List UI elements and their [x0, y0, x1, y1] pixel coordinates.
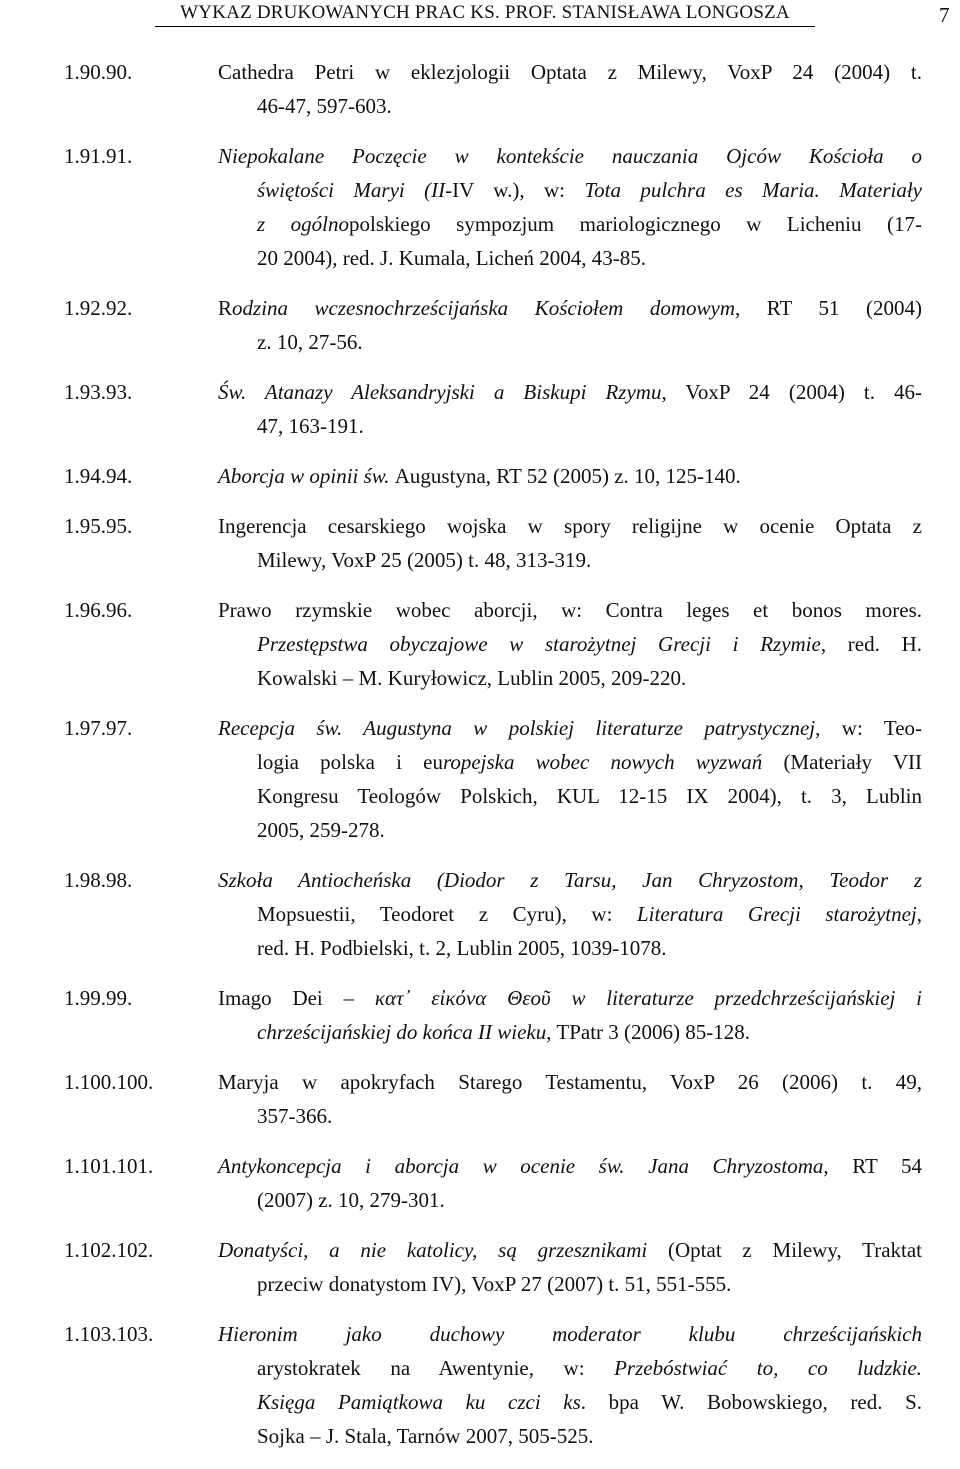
entry-line — [218, 1419, 922, 1453]
entry-text — [218, 593, 922, 695]
entry-text — [218, 1317, 922, 1453]
text-segment: 20 2004), red. J. Kumala, Licheń 2004, 43-85. — [257, 246, 647, 270]
entry-line — [218, 325, 922, 359]
text-segment: Cathedra Petri w eklezjologii Optata z Milewy, VoxP 24 (2004) t. — [218, 60, 922, 84]
entry-line — [218, 375, 922, 409]
text-segment: IV w.), w: — [452, 178, 585, 202]
text-segment: Augustyna, RT 52 (2005) z. 10, 125-140. — [394, 464, 741, 488]
entry-number: 1.90.90. — [64, 60, 133, 84]
italic-title-segment: Antykoncepcja i aborcja w ocenie św. Jana Chryzostoma — [218, 1154, 824, 1178]
text-segment: z. 10, 27-56. — [257, 330, 363, 354]
bibliography-entry — [0, 459, 960, 493]
entry-text — [218, 291, 922, 359]
entry-number: 1.92.92. — [64, 296, 133, 320]
entry-number: 1.99.99. — [64, 986, 133, 1010]
running-title: WYKAZ DRUKOWANYCH PRAC KS. PROF. STANISŁAWA LONGOSZA — [180, 2, 790, 23]
italic-title-segment: odzina wczesnochrześcijańska Kościołem domowym — [232, 296, 736, 320]
bibliography-entry — [0, 375, 960, 443]
entry-text — [218, 139, 922, 275]
text-segment: Maryja w apokryfach Starego Testamentu, VoxP 26 (2006) t. 49, — [218, 1070, 922, 1094]
entry-line — [218, 241, 922, 275]
entry-number: 1.100.100. — [64, 1070, 154, 1094]
entry-line — [218, 711, 922, 745]
text-segment: przeciw donatystom IV), VoxP 27 (2007) t. 51, 551-555. — [257, 1272, 732, 1296]
entry-line — [218, 1015, 922, 1049]
entry-text — [218, 981, 922, 1049]
text-segment: arystokratek na Awentynie, w: — [257, 1356, 615, 1380]
italic-title-segment: κατ᾽ εἰκόνα Θεοῦ w literaturze przedchrześcijańskiej i — [374, 986, 922, 1010]
text-segment: Prawo rzymskie wobec aborcji, w: Contra leges et bonos mores. — [218, 598, 922, 622]
entry-line — [218, 1267, 922, 1301]
entry-number: 1.102.102. — [64, 1238, 154, 1262]
entry-text — [218, 863, 922, 965]
text-segment: , RT 54 — [823, 1154, 922, 1178]
bibliography-entry — [0, 139, 960, 275]
bibliography-entry — [0, 291, 960, 359]
text-segment: logia polska i eu — [257, 750, 443, 774]
italic-title-segment: chrześcijańskiej do końca II wieku — [257, 1020, 547, 1044]
entry-line — [218, 1149, 922, 1183]
entry-line — [218, 509, 922, 543]
entry-line — [218, 1233, 922, 1267]
text-segment: , RT 51 (2004) — [735, 296, 922, 320]
text-segment: red. H. Podbielski, t. 2, Lublin 2005, 1039-1078. — [257, 936, 667, 960]
text-segment: . bpa W. Bobowskiego, red. S. — [580, 1390, 922, 1414]
running-header — [155, 0, 815, 27]
bibliography-entry — [0, 1149, 960, 1217]
entry-line — [218, 1351, 922, 1385]
italic-title-segment: Tota pulchra es Maria. Materiały — [584, 178, 922, 202]
text-segment: (2007) z. 10, 279-301. — [257, 1188, 445, 1212]
entry-number: 1.91.91. — [64, 144, 133, 168]
bibliography-entry — [0, 863, 960, 965]
bibliography-list — [0, 55, 960, 1469]
entry-text — [218, 55, 922, 123]
text-segment: , red. H. — [820, 632, 923, 656]
entry-number: 1.94.94. — [64, 464, 133, 488]
entry-line — [218, 1183, 922, 1217]
entry-text — [218, 509, 922, 577]
bibliography-entry — [0, 55, 960, 123]
text-segment: Sojka – J. Stala, Tarnów 2007, 505-525. — [257, 1424, 594, 1448]
text-segment: R — [218, 296, 233, 320]
text-segment: polskiego sympozjum mariologicznego w Licheniu (17- — [349, 212, 922, 236]
italic-title-segment: Literatura Grecji starożytnej — [637, 902, 917, 926]
entry-number: 1.96.96. — [64, 598, 133, 622]
text-segment: Kowalski – M. Kuryłowicz, Lublin 2005, 209-220. — [257, 666, 687, 690]
entry-line — [218, 593, 922, 627]
entry-line — [218, 459, 922, 493]
text-segment: 2005, 259-278. — [257, 818, 385, 842]
entry-line — [218, 89, 922, 123]
entry-text — [218, 1149, 922, 1217]
entry-line — [218, 627, 922, 661]
entry-line — [218, 931, 922, 965]
text-segment: 46-47, 597-603. — [257, 94, 392, 118]
italic-title-segment: z ogólno — [257, 212, 349, 236]
entry-line — [218, 207, 922, 241]
entry-line — [218, 745, 922, 779]
text-segment: Imago Dei – — [218, 986, 375, 1010]
text-segment: , TPatr 3 (2006) 85-128. — [546, 1020, 751, 1044]
entry-text — [218, 459, 922, 493]
entry-number: 1.97.97. — [64, 716, 133, 740]
italic-title-segment: Recepcja św. Augustyna w polskiej literaturze patrystycznej — [218, 716, 816, 740]
text-segment: 47, 163-191. — [257, 414, 364, 438]
entry-line — [218, 813, 922, 847]
text-segment: Milewy, VoxP 25 (2005) t. 48, 313-319. — [257, 548, 592, 572]
entry-text — [218, 375, 922, 443]
entry-line — [218, 863, 922, 897]
text-segment: 357-366. — [257, 1104, 333, 1128]
entry-number: 1.93.93. — [64, 380, 133, 404]
italic-title-segment: Szkoła Antiocheńska (Diodor z Tarsu, Jan Chryzostom, Teodor z — [218, 868, 922, 892]
italic-title-segment: Przebóstwiać to, co ludzkie. — [614, 1356, 922, 1380]
entry-line — [218, 409, 922, 443]
entry-line — [218, 1385, 922, 1419]
entry-line — [218, 1065, 922, 1099]
bibliography-entry — [0, 711, 960, 847]
text-segment: Kongresu Teologów Polskich, KUL 12-15 IX 2004), t. 3, Lublin — [257, 784, 922, 808]
italic-title-segment: Księga Pamiątkowa ku czci ks — [257, 1390, 581, 1414]
entry-text — [218, 1233, 922, 1301]
entry-line — [218, 1099, 922, 1133]
text-segment: , — [916, 902, 923, 926]
entry-line — [218, 1317, 922, 1351]
entry-line — [218, 661, 922, 695]
bibliography-entry — [0, 1317, 960, 1453]
text-segment: Mopsuestii, Teodoret z Cyru), w: — [257, 902, 637, 926]
bibliography-entry — [0, 509, 960, 577]
entry-line — [218, 139, 922, 173]
entry-line — [218, 55, 922, 89]
entry-line — [218, 981, 922, 1015]
bibliography-entry — [0, 593, 960, 695]
text-segment: (Optat z Milewy, Traktat — [647, 1238, 923, 1262]
entry-number: 1.103.103. — [64, 1322, 154, 1346]
entry-line — [218, 173, 922, 207]
entry-text — [218, 711, 922, 847]
entry-text — [218, 1065, 922, 1133]
entry-number: 1.98.98. — [64, 868, 133, 892]
italic-title-segment: Donatyści, a nie katolicy, są grzesznikami — [218, 1238, 648, 1262]
italic-title-segment: ropejska wobec nowych wyzwań — [442, 750, 763, 774]
page-number: 7 — [939, 3, 950, 27]
italic-title-segment: Św. Atanazy Aleksandryjski a Biskupi Rzymu — [218, 380, 662, 404]
bibliography-entry — [0, 1233, 960, 1301]
italic-title-segment: Aborcja w opinii św. — [218, 464, 395, 488]
entry-line — [218, 897, 922, 931]
entry-line — [218, 543, 922, 577]
bibliography-entry — [0, 981, 960, 1049]
italic-title-segment: świętości Maryi (II- — [257, 178, 453, 202]
entry-number: 1.101.101. — [64, 1154, 154, 1178]
italic-title-segment: Przestępstwa obyczajowe w starożytnej Grecji i Rzymie — [257, 632, 821, 656]
text-segment: Ingerencja cesarskiego wojska w spory religijne w ocenie Optata z — [218, 514, 922, 538]
italic-title-segment: Hieronim jako duchowy moderator klubu chrześcijańskich — [218, 1322, 922, 1346]
text-segment: , VoxP 24 (2004) t. 46- — [661, 380, 922, 404]
bibliography-entry — [0, 1065, 960, 1133]
entry-number: 1.95.95. — [64, 514, 133, 538]
text-segment: (Materiały VII — [762, 750, 922, 774]
text-segment: , w: Teo- — [815, 716, 923, 740]
entry-line — [218, 291, 922, 325]
italic-title-segment: Niepokalane Poczęcie w kontekście nauczania Ojców Kościoła o — [218, 144, 922, 168]
entry-line — [218, 779, 922, 813]
